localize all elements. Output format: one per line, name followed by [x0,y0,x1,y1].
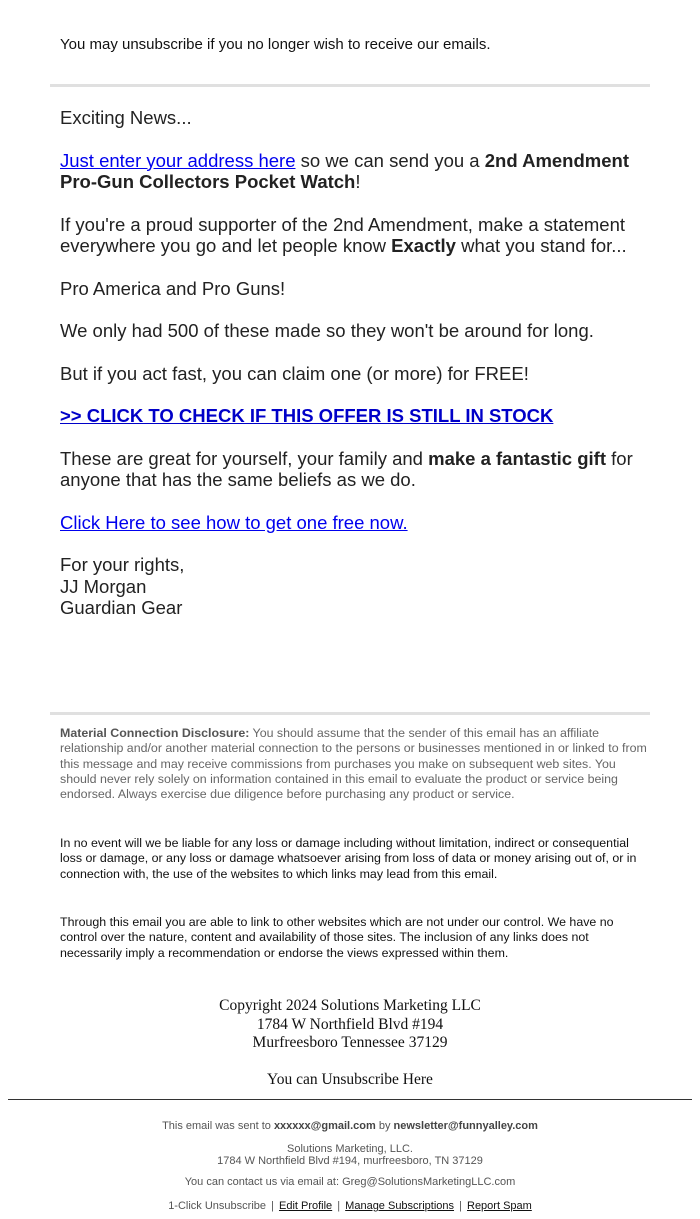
paragraph-support [60,214,650,257]
org-name: Solutions Marketing, LLC. [287,1143,413,1155]
disclosure-label: Material Connection Disclosure: [60,726,250,740]
top-divider [50,84,650,87]
recipient-email: xxxxxx@gmail.com [273,1120,376,1132]
report-spam-link[interactable]: Report Spam [467,1200,532,1212]
disclosure-text: You should assume that the sender of this email has an affiliate relationship and/or another material connection to the persons or businesses mentioned in or linked to from this message and may receive commissions from purchases you make on subsequent web sites. You should never rely solely on information contained in this email to evaluate the product or service being endorsed. Always exercise due diligence before purchasing any product or service. [60,726,647,802]
paragraph-gift-end: for anyone that has the same beliefs as we do. [60,447,633,490]
org-address: 1784 W Northfield Blvd #194, murfreesboro, TN 37129 [217,1155,483,1167]
product-name: 2nd Amendment Pro-Gun Collectors Pocket Watch [60,149,629,192]
paragraph-free: But if you act fast, you can claim one (or more) for FREE! [60,362,529,384]
emphasis-exactly: Exactly [391,235,456,256]
edit-profile-link[interactable]: Edit Profile [278,1200,333,1212]
separator: | [337,1200,341,1212]
separator: | [271,1200,274,1212]
footer-divider [8,1099,692,1100]
manage-subscriptions-link[interactable]: Manage Subscriptions [345,1200,455,1212]
unsubscribe-link[interactable]: You can Unsubscribe Here [267,1071,433,1088]
email-body [60,107,650,619]
paragraph-support-end: what you stand for... [455,235,627,256]
street-address: 1784 W Northfield Blvd #194 [256,1015,444,1033]
signer-name: JJ Morgan [60,575,147,597]
liability-notice: In no event will we be liable for any loss or damage including without limitation, indirect or consequential loss or damage, or any loss or damage whatsoever arising from loss of data or money arising out of, or in connection with, the use of the websites to which links may lead from this email. [60,836,637,881]
sent-to-line [0,1120,700,1132]
disclosure [60,726,650,802]
external-links-notice: Through this email you are able to link to other websites which are not under our control. We have no control over the nature, content and availability of those sites. The inclusion of any links does not necessarily imply a recommendation or endorse the views expressed within them. [60,915,614,960]
city-address: Murfreesboro Tennessee 37129 [252,1034,448,1051]
check-stock-link[interactable]: >> CLICK TO CHECK IF THIS OFFER IS STILL IN STOCK [60,405,554,426]
paragraph-limited: We only had 500 of these made so they won't be around for long. [60,320,594,341]
sent-prefix: This email was sent to [162,1120,274,1132]
paragraph-offer [60,150,650,193]
get-free-link[interactable]: Click Here to see how to get one free now. [60,511,408,533]
paragraph-offer-end: ! [355,171,361,192]
sent-by: by [375,1120,394,1132]
one-click-unsubscribe[interactable]: 1-Click Unsubscribe [168,1200,266,1212]
paragraph-gift [60,448,650,491]
paragraph-pro-america: Pro America and Pro Guns! [60,277,286,299]
company-name: Guardian Gear [60,597,183,618]
emphasis-gift: make a fantastic gift [428,447,606,469]
signoff: For your rights, [60,554,185,575]
greeting: Exciting News... [60,107,192,128]
paragraph-offer-text: so we can send you a [295,149,485,171]
paragraph-cta [60,405,650,427]
contact-line: You can contact us via email at: Greg@SolutionsMarketingLLC.com [184,1176,516,1188]
paragraph-gift-text: These are great for yourself, your family and [60,447,429,469]
signature [60,554,650,619]
sender-email: newsletter@funnyalley.com [393,1120,538,1132]
postal-address [0,997,700,1053]
copyright: Copyright 2024 Solutions Marketing LLC [219,997,481,1014]
separator: | [459,1200,462,1212]
footer-actions [0,1200,700,1212]
paragraph-free-link [60,512,650,534]
paragraph-support-text: If you're a proud supporter of the 2nd Amendment, make a statement everywhere you go and let people know [60,213,626,256]
middle-divider [50,712,650,715]
unsubscribe-note: You may unsubscribe if you no longer wish to receive our emails. [60,36,491,53]
enter-address-link[interactable]: Just enter your address here [60,149,296,171]
